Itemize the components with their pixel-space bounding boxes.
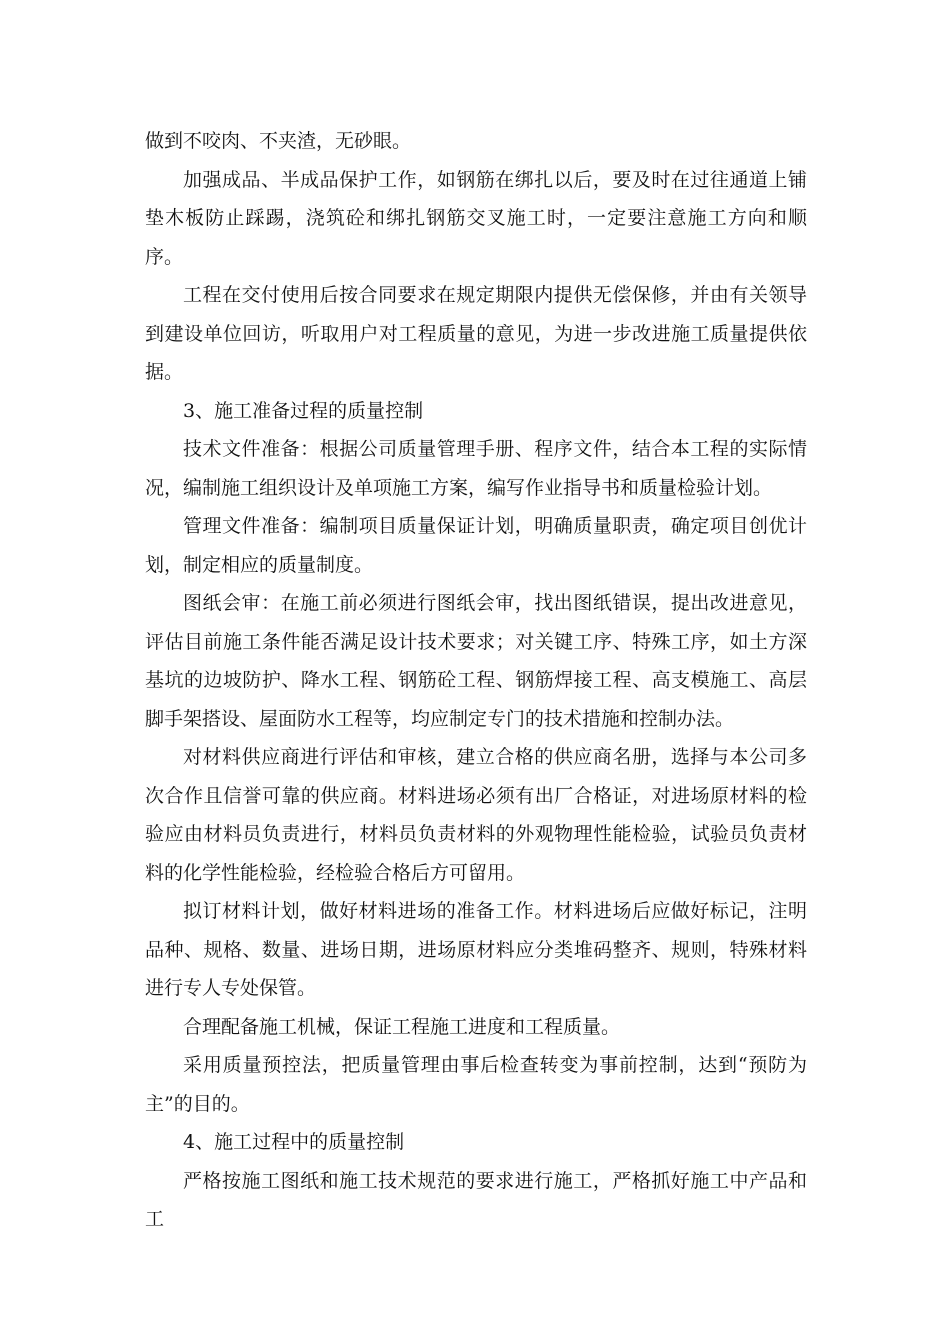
paragraph-quality-precontrol: 采用质量预控法，把质量管理由事后检查转变为事前控制，达到“预防为主”的目的。 bbox=[145, 1054, 807, 1115]
document-page bbox=[145, 122, 807, 1239]
section-heading-4: 4、施工过程中的质量控制 bbox=[183, 1131, 405, 1153]
paragraph-technical-documents: 技术文件准备：根据公司质量管理手册、程序文件，结合本工程的实际情况，编制施工组织设计及单项施工方案，编写作业指导书和质量检验计划。 bbox=[145, 438, 807, 499]
paragraph-2: 加强成品、半成品保护工作，如钢筋在绑扎以后，要及时在过往通道上铺垫木板防止踩踢，浇筑砼和绑扎钢筋交叉施工时，一定要注意施工方向和顺序。 bbox=[145, 168, 807, 268]
paragraph-3: 工程在交付使用后按合同要求在规定期限内提供无偿保修，并由有关领导到建设单位回访，听取用户对工程质量的意见，为进一步改进施工质量提供依据。 bbox=[145, 284, 807, 383]
paragraph-drawing-review: 图纸会审：在施工前必须进行图纸会审，找出图纸错误，提出改进意见，评估目前施工条件能否满足设计技术要求；对关键工序、特殊工序，如土方深基坑的边坡防护、降水工程、钢筋砼工程、钢筋焊接工程、高支模施工、高层脚手架搭设、屋面防水工程等，均应制定专门的技术措施和控制办法。 bbox=[145, 592, 807, 730]
section-heading-3: 3、施工准备过程的质量控制 bbox=[183, 399, 424, 422]
paragraph-supplier-evaluation: 对材料供应商进行评估和审核，建立合格的供应商名册，选择与本公司多次合作且信誉可靠的供应商。材料进场必须有出厂合格证，对进场原材料的检验应由材料员负责进行，材料员负责材料的外观物理性能检验，试验员负责材料的化学性能检验，经检验合格后方可留用。 bbox=[145, 746, 807, 884]
paragraph-1: 做到不咬肉、不夹渣，无砂眼。 bbox=[145, 130, 412, 152]
paragraph-machinery: 合理配备施工机械，保证工程施工进度和工程质量。 bbox=[183, 1015, 621, 1038]
paragraph-material-plan: 拟订材料计划，做好材料进场的准备工作。材料进场后应做好标记，注明品种、规格、数量、进场日期，进场原材料应分类堆码整齐、规则，特殊材料进行专人专处保管。 bbox=[145, 900, 807, 999]
paragraph-construction-requirements: 严格按施工图纸和施工技术规范的要求进行施工，严格抓好施工中产品和工 bbox=[145, 1169, 807, 1230]
paragraph-management-documents: 管理文件准备：编制项目质量保证计划，明确质量职责，确定项目创优计划，制定相应的质量制度。 bbox=[145, 515, 807, 576]
